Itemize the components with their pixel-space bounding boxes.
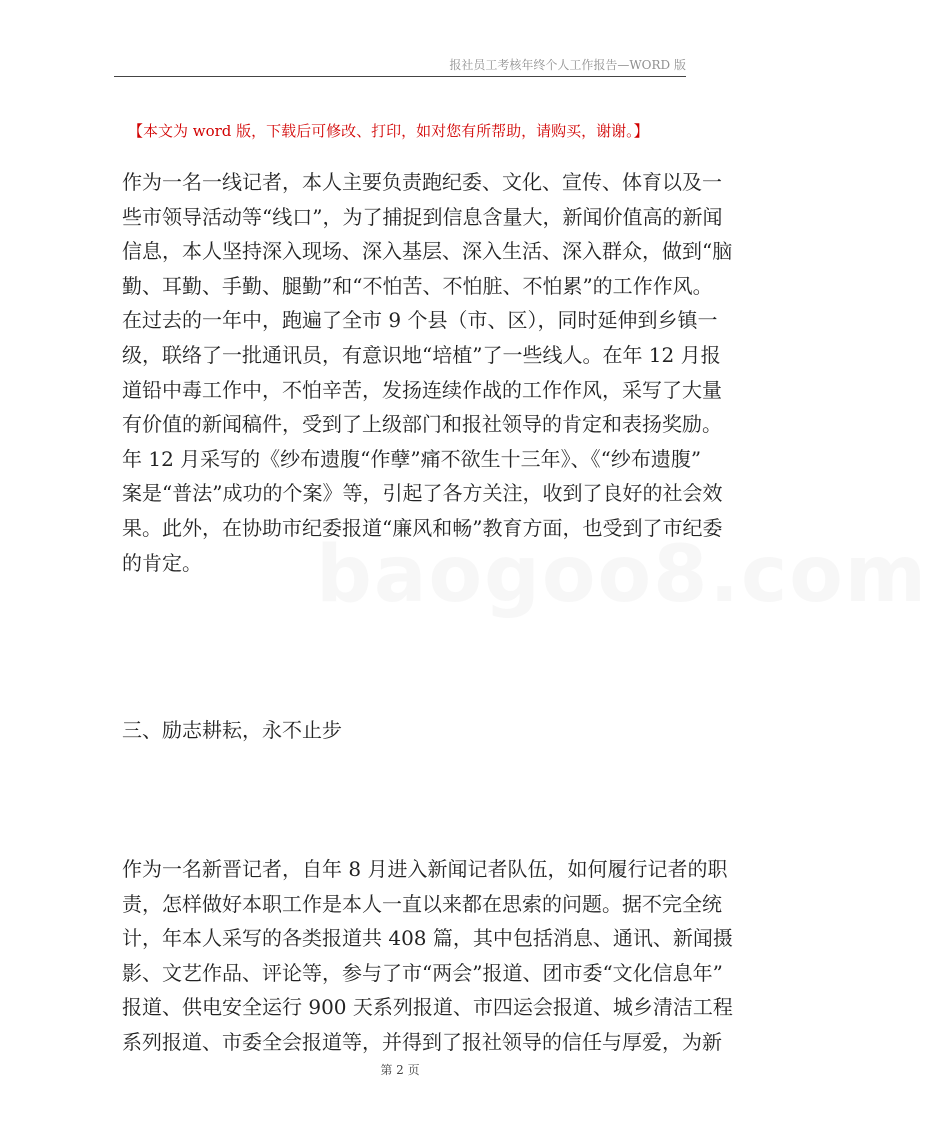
page-number: 第 2 页 (380, 1063, 420, 1077)
text-line: 信息，本人坚持深入现场、深入基层、深入生活、深入群众，做到“脑 (122, 239, 733, 264)
text-line: 案是“普法”成功的个案》等，引起了各方关注，收到了良好的社会效 (122, 481, 723, 506)
text-line: 作为一名一线记者，本人主要负责跑纪委、文化、宣传、体育以及一 (122, 170, 722, 194)
body-paragraph-1 (122, 165, 733, 580)
text-line: 在过去的一年中，跑遍了全市 9 个县（市、区），同时延伸到乡镇一 (122, 308, 718, 333)
download-notice: 【本文为 word 版，下载后可修改、打印，如对您有所帮助，请购买，谢谢。】 (128, 122, 649, 140)
text-line: 系列报道、市委全会报道等，并得到了报社领导的信任与厚爱，为新 (122, 1029, 722, 1054)
watermark: baogoo8.com (316, 530, 928, 620)
text-line: 年 12 月采写的《纱布遗腹“作孽”痛不欲生十三年》、《“纱布遗腹” (122, 446, 702, 471)
text-line: 级，联络了一批通讯员，有意识地“培植”了一些线人。在年 12 月报 (122, 342, 721, 367)
section-heading-text: 三、励志耕耘，永不止步 (122, 718, 342, 742)
text-line: 报道、供电安全运行 900 天系列报道、市四运会报道、城乡清洁工程 (122, 995, 733, 1020)
page-footer (0, 1061, 800, 1078)
text-line: 计，年本人采写的各类报道共 408 篇，其中包括消息、通讯、新闻摄 (122, 926, 733, 951)
section-heading (122, 713, 696, 748)
body-paragraph-2 (122, 852, 733, 1060)
header-title: 报社员工考核年终个人工作报告—WORD 版 (449, 58, 686, 72)
text-line: 作为一名新晋记者，自年 8 月进入新闻记者队伍，如何履行记者的职 (122, 857, 728, 881)
text-line: 影、文艺作品、评论等，参与了市“两会”报道、团市委“文化信息年” (122, 960, 723, 985)
text-line: 道铅中毒工作中，不怕辛苦，发扬连续作战的工作作风，采写了大量 (122, 377, 722, 402)
text-line: 责，怎样做好本职工作是本人一直以来都在思索的问题。据不完全统 (122, 891, 722, 916)
text-line: 勤、耳勤、手勤、腿勤”和“不怕苦、不怕脏、不怕累”的工作作风。 (122, 273, 713, 298)
text-line: 有价值的新闻稿件，受到了上级部门和报社领导的肯定和表扬奖励。 (122, 412, 722, 437)
page-header (114, 54, 686, 77)
text-line: 的肯定。 (122, 550, 202, 575)
text-line: 果。此外，在协助市纪委报道“廉风和畅”教育方面，也受到了市纪委 (122, 515, 723, 540)
text-line: 些市领导活动等“线口”，为了捕捉到信息含量大，新闻价值高的新闻 (122, 204, 723, 229)
